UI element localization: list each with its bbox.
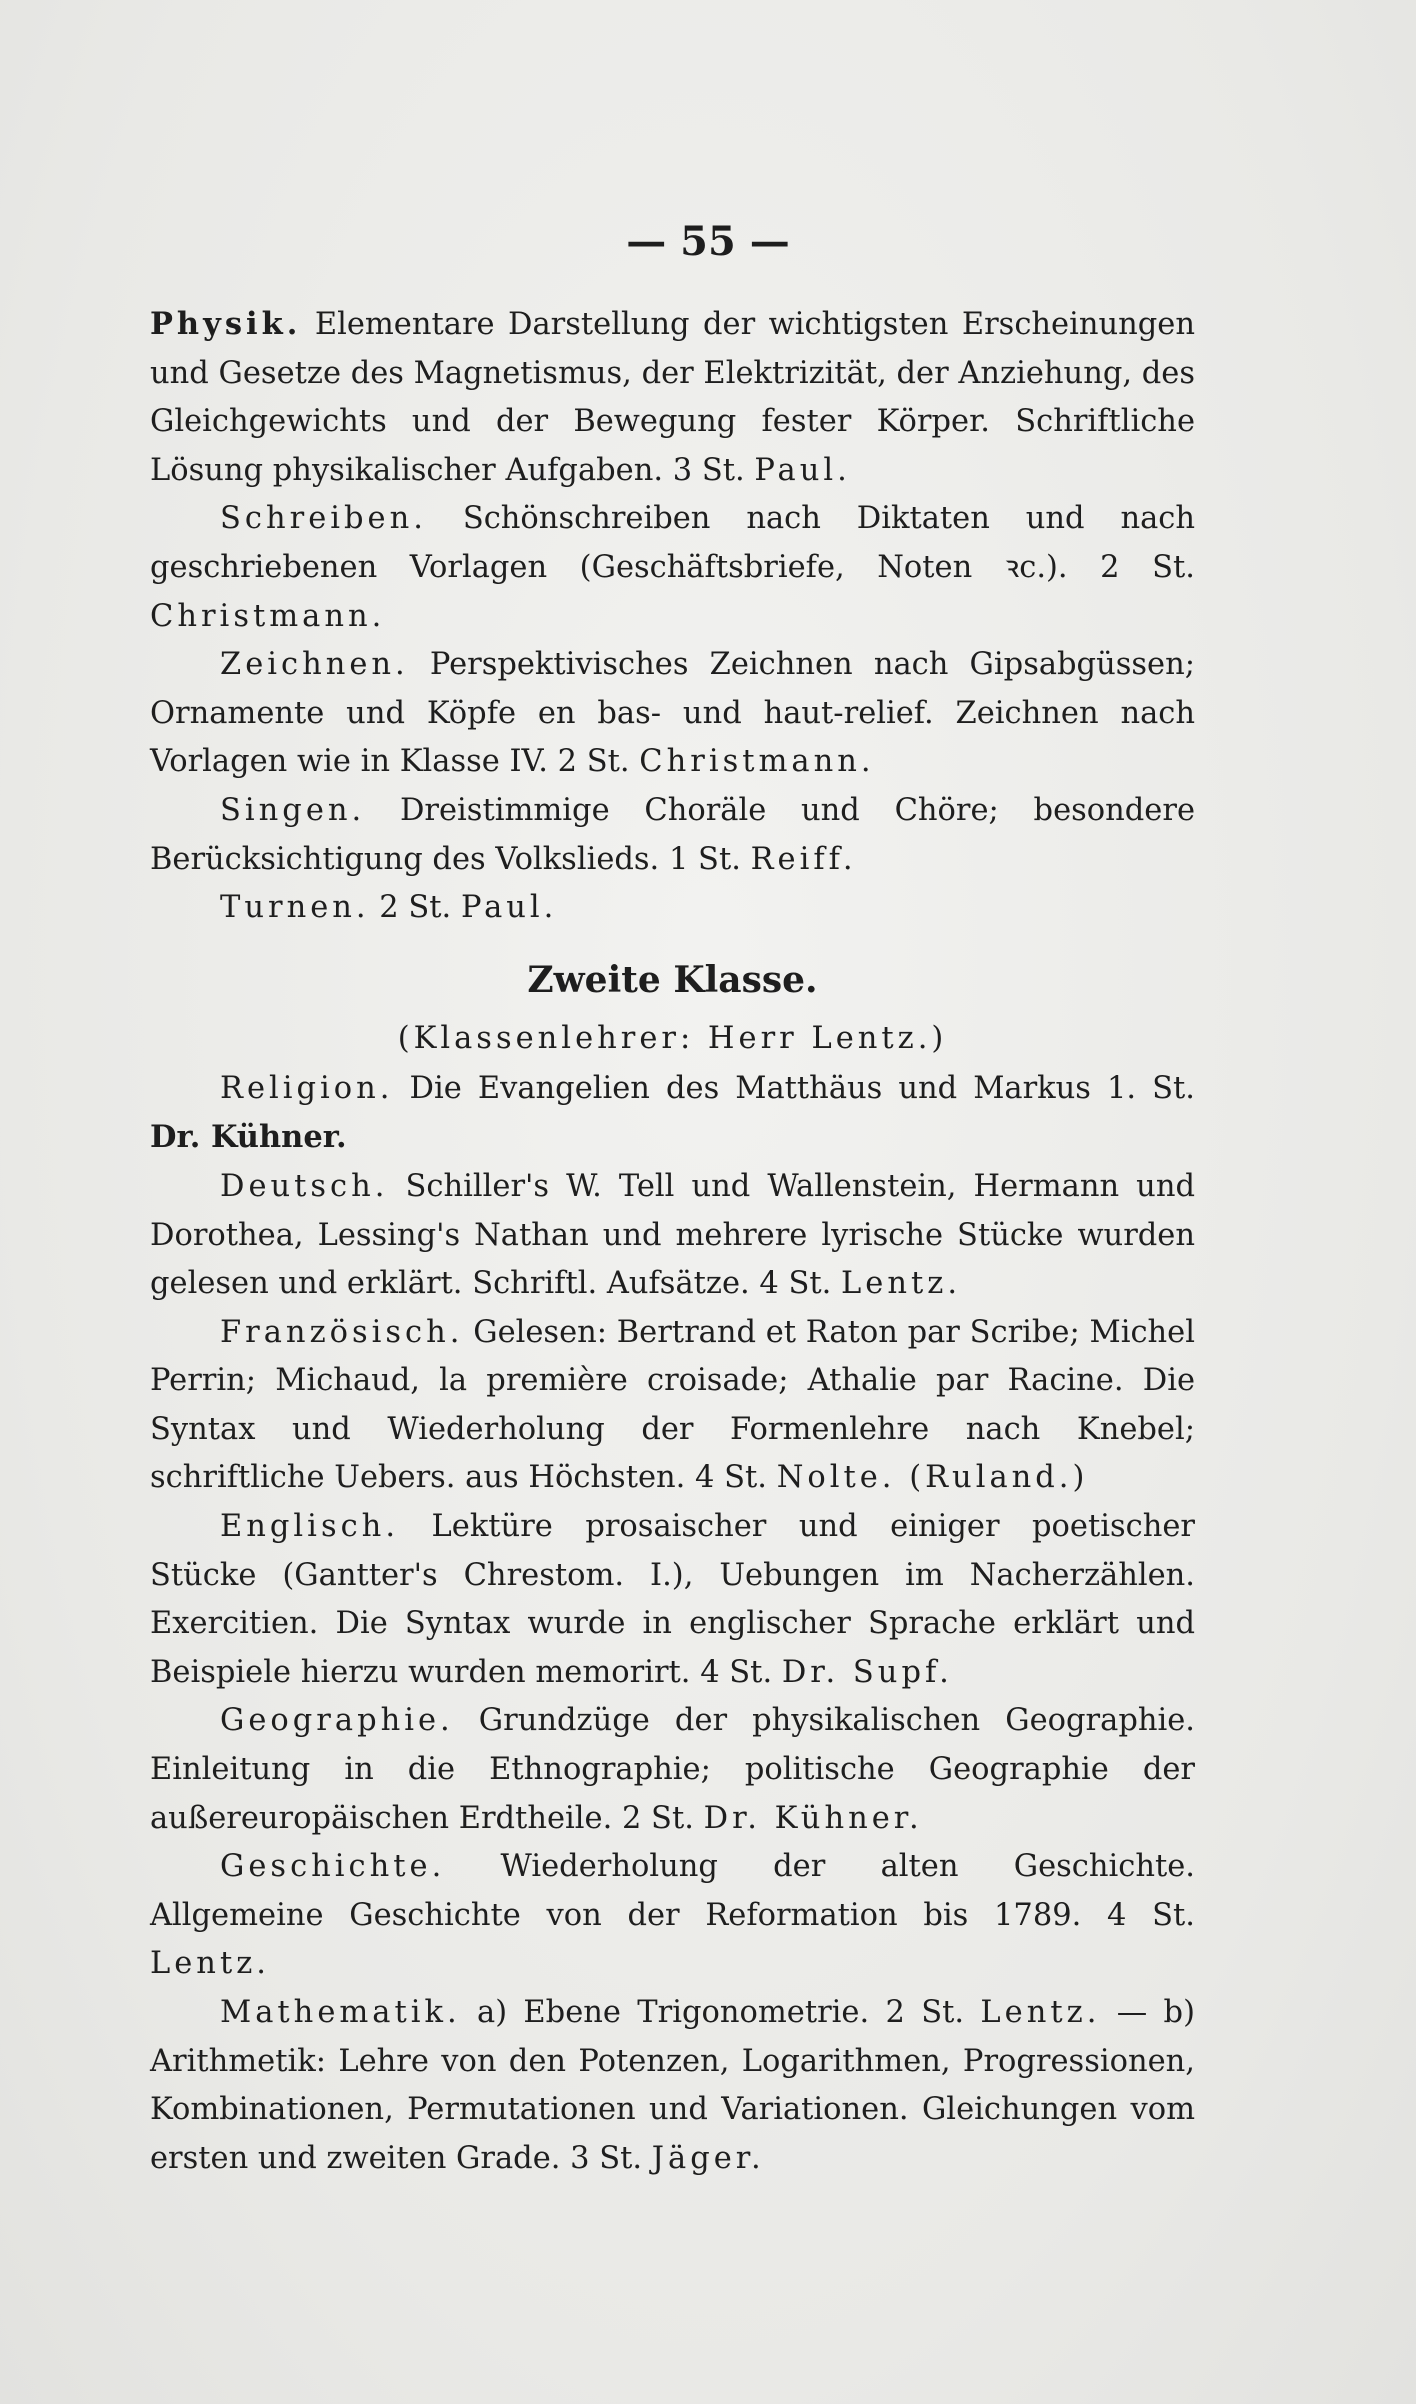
- paragraph-religion: [150, 1065, 1195, 1163]
- page-number: — 55 —: [626, 218, 790, 265]
- teacher-name: Dr. Kühner.: [703, 1800, 923, 1836]
- section-body: Die Evangelien des Matthäus und Markus 1. St.: [393, 1070, 1195, 1106]
- section-title: Geschichte.: [220, 1849, 446, 1885]
- paragraph-singen: [150, 787, 1195, 884]
- section-body-continued: — b) Arithmetik: Lehre von den Potenzen, Logarithmen, Progressionen, Kombinationen, Permutationen und Variationen. Gleichungen vom ersten und zweiten Grade. 3 St.: [150, 1995, 1195, 2176]
- teacher-name: Christmann.: [150, 598, 386, 634]
- section-title: Geographie.: [220, 1703, 454, 1739]
- paragraph-schreiben: [150, 495, 1195, 641]
- section-title: Zeichnen.: [220, 647, 409, 683]
- section-body: Lektüre prosaischer und einiger poetischer Stücke (Gantter's Chrestom. I.), Uebungen im Nacherzählen. Exercitien. Die Syntax wurde in englischer Sprache erklärt und Beispiele hierzu wurden memorirt. 4 St.: [150, 1509, 1195, 1690]
- section-body: Schönschreiben nach Diktaten und nach geschriebenen Vorlagen (Geschäftsbriefe, Noten ꝛc.). 2 St.: [150, 501, 1195, 585]
- section-title: Französisch.: [220, 1314, 464, 1350]
- section-title: Turnen.: [220, 890, 370, 926]
- teacher-name: Jäger.: [651, 2140, 765, 2176]
- teacher-name: Lentz.: [150, 1946, 270, 1982]
- paragraph-geschichte: [150, 1843, 1195, 1989]
- paragraph-franzoesisch: [150, 1309, 1195, 1503]
- section-title: Mathematik.: [220, 1995, 461, 2030]
- teacher-name: Dr. Supf.: [781, 1654, 953, 1690]
- section-body: Schiller's W. Tell und Wallenstein, Hermann und Dorothea, Lessing's Nathan und mehrere lyrische Stücke wurden gelesen und erklärt. Schriftl. Aufsätze. 4 St.: [150, 1168, 1195, 1302]
- paragraph-zeichnen: [150, 641, 1195, 787]
- teacher-name: Paul.: [460, 890, 558, 926]
- class-heading: Zweite Klasse.: [527, 958, 818, 1001]
- teacher-name: Nolte. (Ruland.): [776, 1460, 1089, 1496]
- section-title: Deutsch.: [220, 1168, 389, 1204]
- section-body: a) Ebene Trigonometrie. 2 St.: [460, 1995, 981, 2030]
- teacher-name: Lentz.: [980, 1995, 1101, 2030]
- paragraph-geographie: [150, 1697, 1195, 1843]
- section-title: Physik.: [150, 306, 302, 342]
- section-body: 2 St.: [369, 890, 461, 926]
- teacher-name: Christmann.: [639, 744, 875, 780]
- section-body: Grundzüge der physikalischen Geographie. Einleitung in die Ethnographie; politische Geographie der außereuropäischen Erdtheile. 2 St.: [150, 1703, 1195, 1836]
- teacher-name: Dr. Kühner.: [150, 1119, 347, 1156]
- class-teacher: (Klassenlehrer: Herr Lentz.): [397, 1020, 948, 1056]
- paragraph-turnen: [150, 884, 1195, 933]
- section-body: Elementare Darstellung der wichtigsten Erscheinungen und Gesetze des Magnetismus, der Elektrizität, der Anziehung, des Gleichgewichts und der Bewegung fester Körper. Schriftliche Lösung physikalischer Aufgaben. 3 St.: [150, 307, 1195, 488]
- section-body: Wiederholung der alten Geschichte. Allgemeine Geschichte von der Reformation bis 1789. 4 St.: [150, 1849, 1195, 1933]
- teacher-name: Reiff.: [750, 841, 857, 877]
- section-title: Singen.: [220, 792, 366, 828]
- paragraph-deutsch: [150, 1163, 1195, 1309]
- section-body: Dreistimmige Choräle und Chöre; besondere Berücksichtigung des Volkslieds. 1 St.: [150, 792, 1195, 877]
- paragraph-englisch: [150, 1503, 1195, 1697]
- section-title: Religion.: [220, 1070, 394, 1106]
- section-title: Schreiben.: [220, 501, 427, 537]
- teacher-name: Paul.: [754, 452, 851, 488]
- section-title: Englisch.: [220, 1509, 400, 1545]
- body-text: [150, 300, 1195, 2183]
- teacher-name: Lentz.: [841, 1266, 962, 1302]
- section-body: Perspektivisches Zeichnen nach Gipsabgüssen; Ornamente und Köpfe en bas- und haut-relief. Zeichnen nach Vorlagen wie in Klasse IV. 2 St.: [150, 647, 1195, 780]
- paragraph-mathematik: [150, 1989, 1195, 2183]
- paragraph-physik: [150, 300, 1195, 495]
- section-body: Gelesen: Bertrand et Raton par Scribe; Michel Perrin; Michaud, la première croisade; Athalie par Racine. Die Syntax und Wiederholung der Formenlehre nach Knebel; schriftliche Uebers. aus Höchsten. 4 St.: [150, 1314, 1195, 1496]
